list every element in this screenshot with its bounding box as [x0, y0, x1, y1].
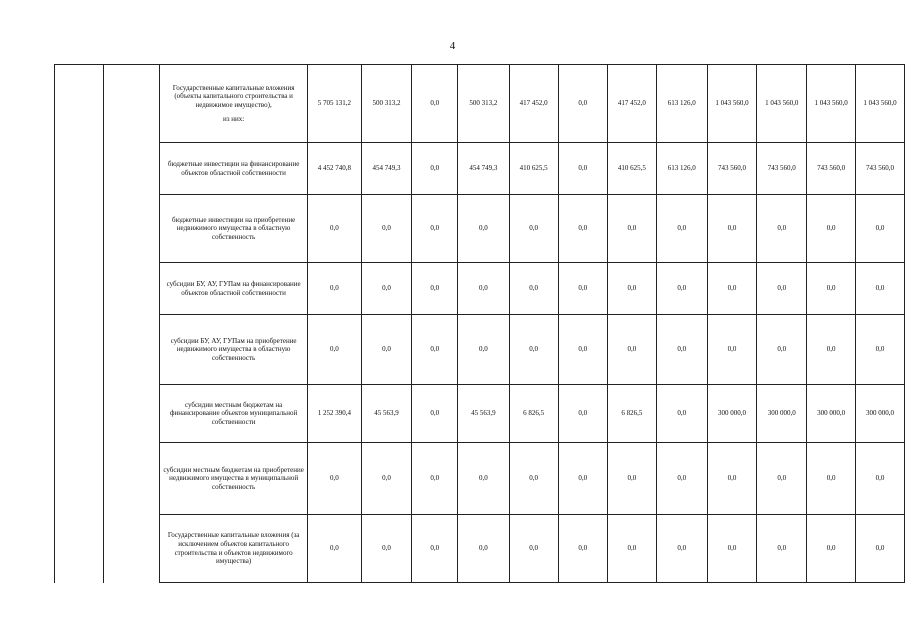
row-label-cell — [160, 195, 308, 263]
value-cell: 410 625,5 — [607, 143, 656, 195]
value-cell: 6 826,5 — [509, 385, 558, 443]
empty-cell — [103, 195, 159, 263]
value-cell: 454 749,3 — [458, 143, 510, 195]
value-cell: 743 560,0 — [807, 143, 856, 195]
table-row — [55, 315, 905, 385]
value-cell: 0,0 — [807, 515, 856, 583]
row-label-cell — [160, 65, 308, 143]
value-cell: 0,0 — [656, 515, 707, 583]
value-cell: 0,0 — [361, 195, 412, 263]
value-cell: 0,0 — [607, 315, 656, 385]
value-cell: 0,0 — [361, 263, 412, 315]
value-cell: 0,0 — [509, 515, 558, 583]
table-row — [55, 65, 905, 143]
row-label-cell — [160, 143, 308, 195]
empty-cell — [55, 515, 104, 583]
value-cell: 0,0 — [707, 443, 757, 515]
budget-table — [54, 64, 905, 583]
value-cell: 0,0 — [757, 195, 807, 263]
value-cell: 0,0 — [412, 143, 458, 195]
value-cell: 0,0 — [757, 515, 807, 583]
table-row — [55, 385, 905, 443]
table-row — [55, 195, 905, 263]
value-cell: 0,0 — [558, 315, 607, 385]
value-cell: 1 043 560,0 — [757, 65, 807, 143]
value-cell: 0,0 — [856, 315, 905, 385]
value-cell: 0,0 — [707, 315, 757, 385]
value-cell: 0,0 — [607, 515, 656, 583]
value-cell: 0,0 — [458, 195, 510, 263]
value-cell: 0,0 — [412, 385, 458, 443]
value-cell: 300 000,0 — [856, 385, 905, 443]
empty-cell — [103, 515, 159, 583]
value-cell: 0,0 — [509, 443, 558, 515]
row-label-cell — [160, 515, 308, 583]
value-cell: 0,0 — [656, 385, 707, 443]
value-cell: 0,0 — [308, 515, 362, 583]
value-cell: 0,0 — [656, 315, 707, 385]
row-note: из них: — [223, 114, 245, 123]
value-cell: 0,0 — [807, 443, 856, 515]
value-cell: 0,0 — [458, 515, 510, 583]
empty-cell — [55, 443, 104, 515]
value-cell: 743 560,0 — [707, 143, 757, 195]
empty-cell — [103, 143, 159, 195]
value-cell: 5 705 131,2 — [308, 65, 362, 143]
row-label-cell — [160, 385, 308, 443]
value-cell: 1 043 560,0 — [807, 65, 856, 143]
row-label: субсидии местным бюджетам на финансирование объектов муниципальной собственности — [169, 400, 298, 426]
value-cell: 500 313,2 — [361, 65, 412, 143]
empty-cell — [103, 315, 159, 385]
row-label: субсидии местным бюджетам на приобретение недвижимого имущества в муниципальной собственность — [163, 465, 304, 491]
value-cell: 613 126,0 — [656, 143, 707, 195]
empty-cell — [55, 315, 104, 385]
value-cell: 0,0 — [412, 515, 458, 583]
empty-cell — [103, 263, 159, 315]
value-cell: 0,0 — [412, 65, 458, 143]
value-cell: 0,0 — [308, 263, 362, 315]
value-cell: 613 126,0 — [656, 65, 707, 143]
empty-cell — [55, 195, 104, 263]
value-cell: 0,0 — [856, 263, 905, 315]
empty-cell — [55, 263, 104, 315]
value-cell: 743 560,0 — [757, 143, 807, 195]
value-cell: 0,0 — [558, 443, 607, 515]
empty-cell — [55, 385, 104, 443]
value-cell: 0,0 — [656, 263, 707, 315]
value-cell: 743 560,0 — [856, 143, 905, 195]
value-cell: 0,0 — [509, 263, 558, 315]
empty-cell — [55, 65, 104, 143]
value-cell: 0,0 — [361, 443, 412, 515]
value-cell: 4 452 740,8 — [308, 143, 362, 195]
row-label-cell — [160, 315, 308, 385]
value-cell: 6 826,5 — [607, 385, 656, 443]
value-cell: 0,0 — [361, 315, 412, 385]
value-cell: 0,0 — [558, 143, 607, 195]
value-cell: 0,0 — [412, 263, 458, 315]
value-cell: 0,0 — [856, 195, 905, 263]
value-cell: 1 043 560,0 — [856, 65, 905, 143]
value-cell: 0,0 — [757, 263, 807, 315]
value-cell: 417 452,0 — [607, 65, 656, 143]
value-cell: 0,0 — [412, 443, 458, 515]
value-cell: 0,0 — [458, 443, 510, 515]
table-row — [55, 515, 905, 583]
row-label-cell — [160, 443, 308, 515]
value-cell: 0,0 — [807, 315, 856, 385]
value-cell: 300 000,0 — [757, 385, 807, 443]
table-row — [55, 263, 905, 315]
value-cell: 0,0 — [308, 443, 362, 515]
value-cell: 0,0 — [757, 315, 807, 385]
value-cell: 454 749,3 — [361, 143, 412, 195]
value-cell: 0,0 — [656, 195, 707, 263]
value-cell: 0,0 — [558, 385, 607, 443]
empty-cell — [103, 65, 159, 143]
value-cell: 0,0 — [656, 443, 707, 515]
value-cell: 410 625,5 — [509, 143, 558, 195]
table-row — [55, 143, 905, 195]
row-label: субсидии БУ, АУ, ГУПам на финансирование объектов областной собственности — [166, 279, 301, 297]
value-cell: 300 000,0 — [807, 385, 856, 443]
row-label: Государственные капитальные вложения (за исключением объектов капитального строительства и объектов недвижимого имущества) — [167, 531, 300, 566]
value-cell: 0,0 — [558, 263, 607, 315]
row-label: субсидии БУ, АУ, ГУПам на приобретение недвижимого имущества в областную собственность — [170, 336, 297, 362]
value-cell: 0,0 — [856, 443, 905, 515]
value-cell: 0,0 — [509, 195, 558, 263]
value-cell: 0,0 — [308, 315, 362, 385]
value-cell: 0,0 — [707, 263, 757, 315]
value-cell: 0,0 — [607, 263, 656, 315]
value-cell: 0,0 — [558, 195, 607, 263]
value-cell: 500 313,2 — [458, 65, 510, 143]
value-cell: 1 043 560,0 — [707, 65, 757, 143]
value-cell: 300 000,0 — [707, 385, 757, 443]
value-cell: 0,0 — [509, 315, 558, 385]
value-cell: 0,0 — [807, 263, 856, 315]
value-cell: 0,0 — [361, 515, 412, 583]
value-cell: 0,0 — [558, 515, 607, 583]
table-row — [55, 443, 905, 515]
value-cell: 0,0 — [757, 443, 807, 515]
value-cell: 0,0 — [607, 195, 656, 263]
empty-cell — [103, 385, 159, 443]
value-cell: 0,0 — [458, 263, 510, 315]
empty-cell — [103, 443, 159, 515]
value-cell: 1 252 390,4 — [308, 385, 362, 443]
value-cell: 0,0 — [607, 443, 656, 515]
value-cell: 0,0 — [412, 195, 458, 263]
value-cell: 0,0 — [807, 195, 856, 263]
empty-cell — [55, 143, 104, 195]
row-label: Государственные капитальные вложения (объекты капитального строительства и недвижимое имущество), — [172, 83, 295, 109]
row-label: бюджетные инвестиции на финансирование объектов областной собственности — [167, 159, 300, 177]
row-label: бюджетные инвестиции на приобретение недвижимого имущества в областную собственность — [172, 215, 296, 241]
value-cell: 0,0 — [707, 515, 757, 583]
value-cell: 45 563,9 — [361, 385, 412, 443]
value-cell: 0,0 — [707, 195, 757, 263]
value-cell: 0,0 — [458, 315, 510, 385]
value-cell: 417 452,0 — [509, 65, 558, 143]
row-label-cell — [160, 263, 308, 315]
page-number: 4 — [449, 40, 456, 52]
value-cell: 0,0 — [308, 195, 362, 263]
value-cell: 0,0 — [412, 315, 458, 385]
value-cell: 45 563,9 — [458, 385, 510, 443]
value-cell: 0,0 — [856, 515, 905, 583]
value-cell: 0,0 — [558, 65, 607, 143]
